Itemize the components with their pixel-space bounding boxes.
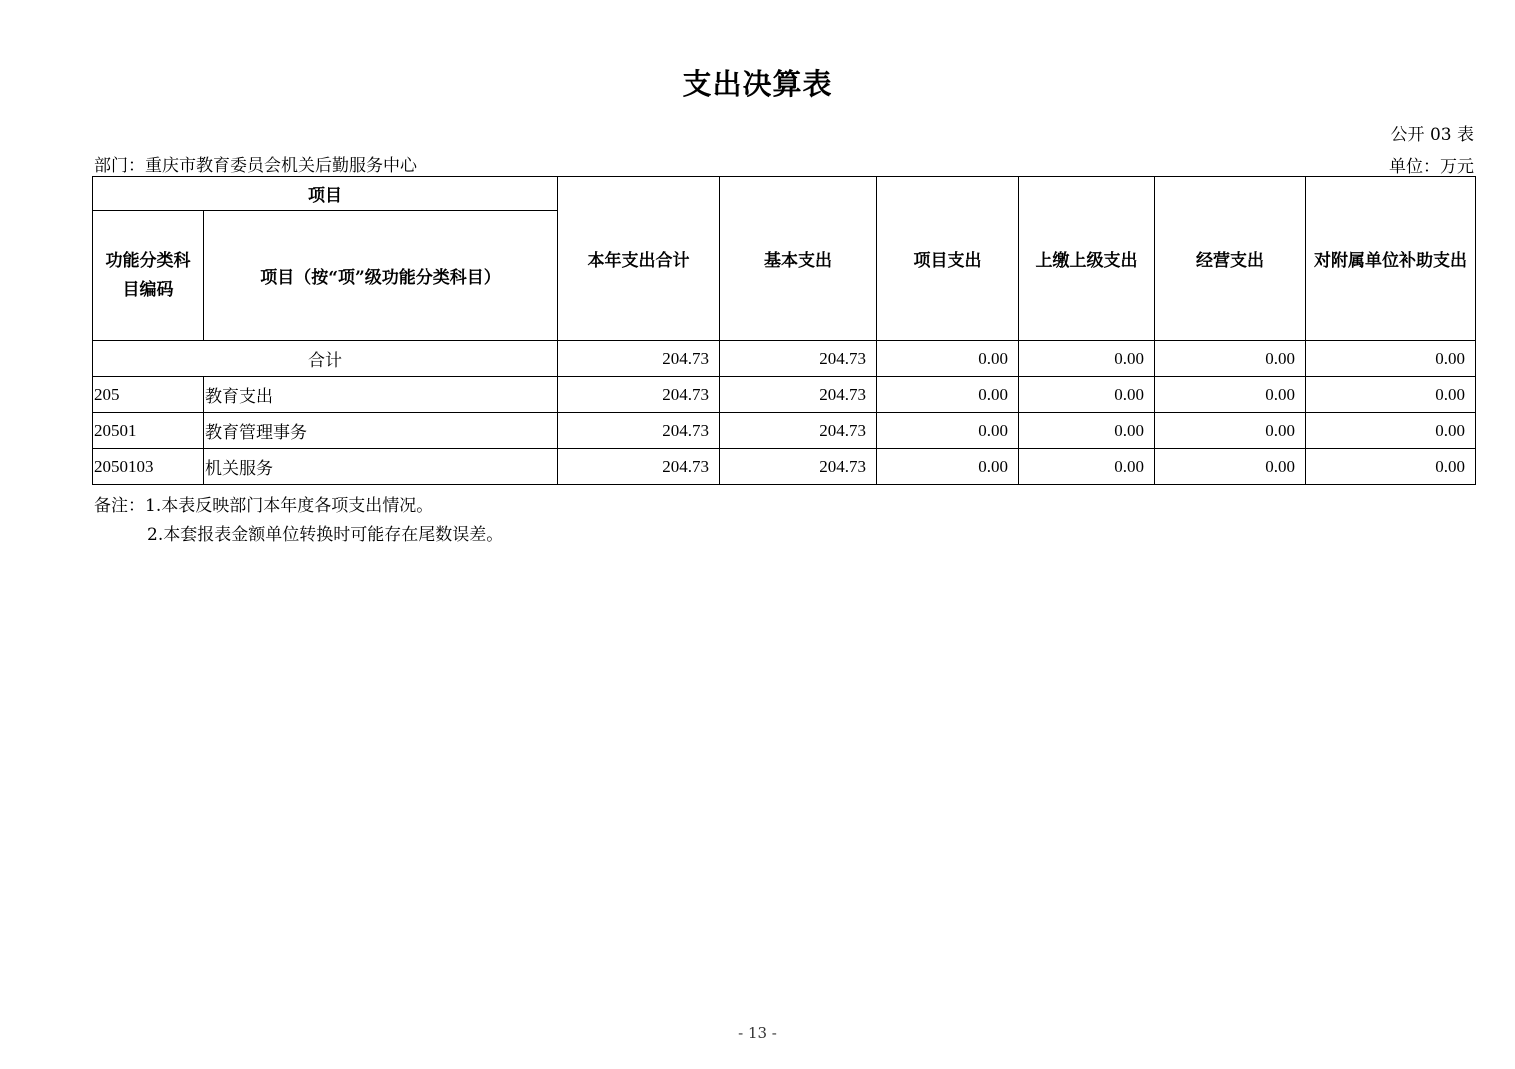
total-value: 204.73 [720,341,877,377]
total-value: 0.00 [877,341,1019,377]
total-label: 合计 [93,341,558,377]
row-value: 0.00 [1019,413,1155,449]
row-value: 0.00 [1155,377,1306,413]
row-name: 教育管理事务 [204,413,558,449]
row-value: 0.00 [1155,449,1306,485]
row-code: 20501 [93,413,204,449]
header-col-project: 项目支出 [877,177,1019,341]
header-func-code-text: 功能分类科目编码 [105,250,191,300]
row-value: 204.73 [558,377,720,413]
table-code-label: 公开 03 表 [1390,125,1474,145]
row-value: 204.73 [720,413,877,449]
row-value: 0.00 [1019,449,1155,485]
total-value: 204.73 [558,341,720,377]
row-value: 0.00 [1306,449,1476,485]
row-value: 0.00 [877,413,1019,449]
unit-label: 单位：万元 [1389,157,1474,177]
total-value: 0.00 [1155,341,1306,377]
row-value: 204.73 [558,413,720,449]
notes [94,492,503,550]
note-line-2: 2.本套报表金额单位转换时可能存在尾数误差。 [147,525,504,545]
table-row [93,377,1476,413]
row-value: 204.73 [720,449,877,485]
row-value: 204.73 [720,377,877,413]
note-line-1: 备注：1.本表反映部门本年度各项支出情况。 [94,496,434,516]
row-value: 0.00 [877,377,1019,413]
row-code: 2050103 [93,449,204,485]
page-number: - 13 - [738,1024,777,1042]
total-value: 0.00 [1306,341,1476,377]
page-title: 支出决算表 [682,67,833,101]
total-value: 0.00 [1019,341,1155,377]
table-row-total [93,341,1476,377]
header-col-total: 本年支出合计 [558,177,720,341]
row-value: 0.00 [877,449,1019,485]
row-value: 0.00 [1306,413,1476,449]
department-label: 部门：重庆市教育委员会机关后勤服务中心 [94,156,417,176]
header-col-subsidy: 对附属单位补助支出 [1306,177,1476,341]
row-value: 0.00 [1155,413,1306,449]
row-name: 教育支出 [204,377,558,413]
header-item-group: 项目 [93,177,558,211]
table-row [93,449,1476,485]
row-value: 0.00 [1019,377,1155,413]
row-value: 204.73 [558,449,720,485]
header-func-code [93,211,204,341]
header-func-name: 项目（按“项”级功能分类科目） [204,211,558,341]
row-value: 0.00 [1306,377,1476,413]
row-name: 机关服务 [204,449,558,485]
header-col-basic: 基本支出 [720,177,877,341]
expenditure-table [92,176,1476,485]
header-col-remit: 上缴上级支出 [1019,177,1155,341]
header-col-operating: 经营支出 [1155,177,1306,341]
table-row [93,413,1476,449]
row-code: 205 [93,377,204,413]
